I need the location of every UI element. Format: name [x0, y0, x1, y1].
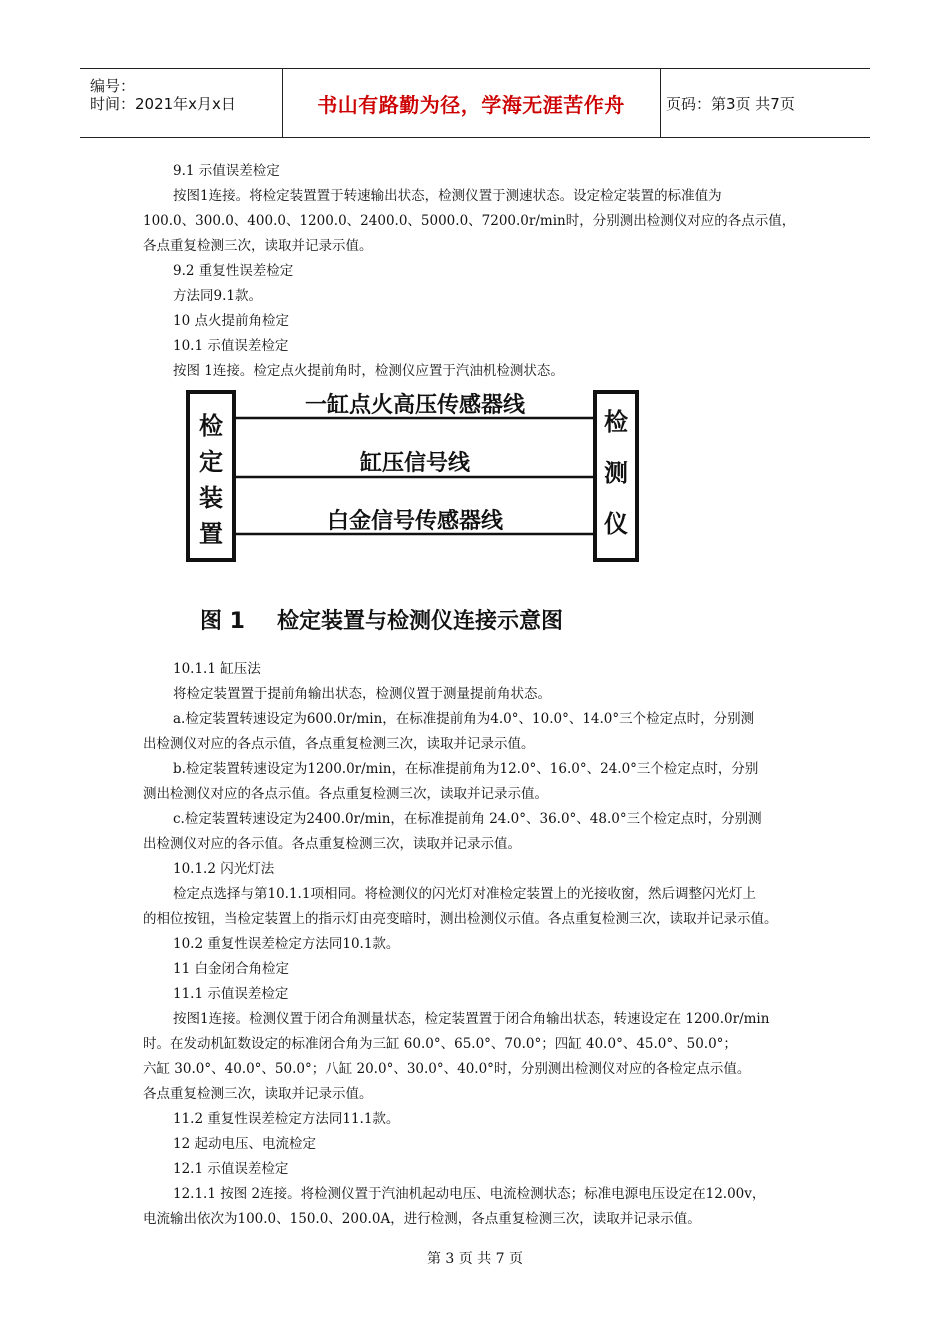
figure-caption — [200, 604, 563, 635]
line-label-breaker-point-sensor: 白金信号传感器线 — [326, 509, 504, 534]
paragraph-line: b.检定装置转速设定为1200.0r/min，在标准提前角为12.0°、16.0°、24.0°三个检定点时，分别 — [173, 761, 759, 777]
paragraph-line: 测出检测仪对应的各点示值。各点重复检测三次，读取并记录示值。 — [143, 786, 548, 802]
paragraph-line: 各点重复检测三次，读取并记录示值。 — [143, 1086, 373, 1102]
paragraph-line: a.检定装置转速设定为600.0r/min，在标准提前角为4.0°、10.0°、14.0°三个检定点时，分别测 — [173, 711, 755, 727]
header-page-number: 页码：第3页 共7页 — [666, 94, 795, 113]
tester-label: 检测仪 — [604, 408, 628, 538]
figure-number: 图 1 — [200, 609, 245, 634]
line-label-cylinder-pressure: 缸压信号线 — [359, 451, 471, 476]
paragraph-line: c.检定装置转速设定为2400.0r/min，在标准提前角 24.0°、36.0°、48.0°三个检定点时，分别测 — [173, 811, 762, 827]
paragraph-line: 电流输出依次为100.0、150.0、200.0A，进行检测，各点重复检测三次，读取并记录示值。 — [143, 1211, 701, 1227]
document-number-label: 编号： — [90, 77, 136, 95]
paragraph-line: 检定点选择与第10.1.1项相同。将检测仪的闪光灯对准检定装置上的光接收窗，然后调整闪光灯上 — [173, 886, 756, 902]
header-motto: 书山有路勤为径，学海无涯苦作舟 — [317, 92, 625, 117]
calibration-device-label: 检定装置 — [199, 412, 223, 548]
connection-diagram — [185, 388, 645, 568]
figure-title: 检定装置与检测仪连接示意图 — [276, 609, 563, 634]
paragraph-line: 时。在发动机缸数设定的标准闭合角为三缸 60.0°、65.0°、70.0°；四缸 40.0°、45.0°、50.0°； — [143, 1036, 737, 1052]
document-time-label: 时间：2021年x月x日 — [90, 95, 236, 113]
section-heading: 11.1 示值误差检定 — [173, 986, 289, 1002]
section-heading: 11 白金闭合角检定 — [173, 961, 289, 977]
paragraph-line: 按图1连接。检测仪置于闭合角测量状态，检定装置置于闭合角输出状态，转速设定在 1200.0r/min — [173, 1011, 770, 1027]
paragraph-line: 将检定装置置于提前角输出状态，检测仪置于测量提前角状态。 — [173, 686, 551, 702]
paragraph-line: 方法同9.1款。 — [173, 288, 262, 304]
section-heading: 10.1.1 缸压法 — [173, 661, 261, 677]
paragraph-line: 各点重复检测三次，读取并记录示值。 — [143, 238, 373, 254]
section-heading: 9.2 重复性误差检定 — [173, 263, 294, 279]
section-heading: 12.1 示值误差检定 — [173, 1161, 289, 1177]
line-label-high-voltage-sensor: 一缸点火高压传感器线 — [304, 393, 526, 418]
section-heading: 10.1 示值误差检定 — [173, 338, 289, 354]
paragraph-line: 六缸 30.0°、40.0°、50.0°；八缸 20.0°、30.0°、40.0°时，分别测出检测仪对应的各检定点示值。 — [143, 1061, 751, 1077]
page-header — [80, 68, 870, 138]
paragraph-line: 按图1连接。将检定装置置于转速输出状态，检测仪置于测速状态。设定检定装置的标准值为 — [173, 188, 722, 204]
paragraph-line: 的相位按钮，当检定装置上的指示灯由亮变暗时，测出检测仪示值。各点重复检测三次，读取并记录示值。 — [143, 911, 778, 927]
paragraph-line: 100.0、300.0、400.0、1200.0、2400.0、5000.0、7200.0r/min时，分别测出检测仪对应的各点示值， — [143, 213, 796, 229]
paragraph-line: 12.1.1 按图 2连接。将检测仪置于汽油机起动电压、电流检测状态；标准电源电压设定在12.00v， — [173, 1186, 766, 1202]
section-heading: 10.1.2 闪光灯法 — [173, 861, 275, 877]
section-heading: 9.1 示值误差检定 — [173, 163, 280, 179]
page-footer: 第 3 页 共 7 页 — [426, 1251, 524, 1267]
paragraph-line: 出检测仪对应的各示值。各点重复检测三次，读取并记录示值。 — [143, 836, 521, 852]
section-heading: 12 起动电压、电流检定 — [173, 1136, 316, 1152]
header-meta — [80, 69, 283, 137]
paragraph-line: 按图 1连接。检定点火提前角时，检测仪应置于汽油机检测状态。 — [173, 363, 564, 379]
section-heading: 10 点火提前角检定 — [173, 313, 289, 329]
section-heading: 10.2 重复性误差检定方法同10.1款。 — [173, 936, 400, 952]
paragraph-line: 出检测仪对应的各点示值，各点重复检测三次，读取并记录示值。 — [143, 736, 535, 752]
header-motto-cell — [282, 69, 661, 137]
section-heading: 11.2 重复性误差检定方法同11.1款。 — [173, 1111, 400, 1127]
